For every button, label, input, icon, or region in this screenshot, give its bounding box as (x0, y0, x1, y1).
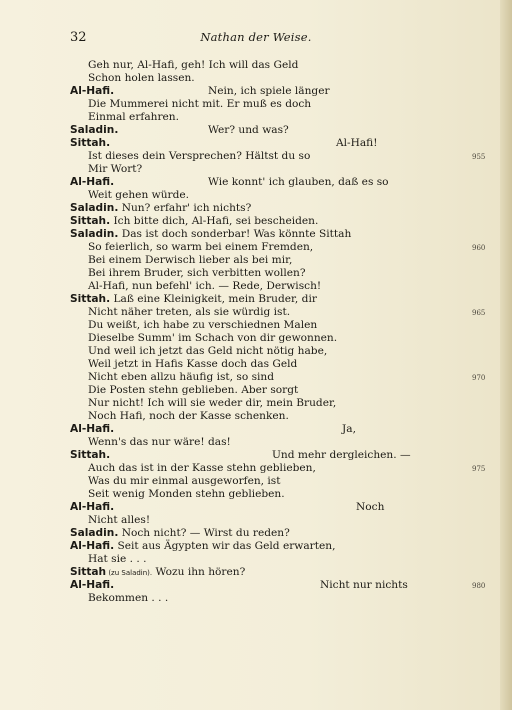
verse-text: Al-Hafi, nun befehl' ich. — Rede, Derwisch! (88, 280, 322, 292)
verse-text: Seit wenig Monden stehn geblieben. (88, 488, 285, 500)
speaker-name: Saladin. (70, 124, 119, 136)
verse-text: Und weil ich jetzt das Geld nicht nötig habe, (88, 345, 328, 357)
verse-text: Bekommen . . . (88, 592, 169, 604)
verse-line (70, 410, 435, 423)
page-number: 32 (70, 30, 87, 45)
stage-direction: (zu Saladin). (106, 569, 153, 577)
speaker-line (70, 124, 435, 137)
speech-text: Das ist doch sonderbar! Was könnte Sittah (118, 228, 352, 240)
speaker-name: Al-Hafi. (70, 85, 115, 97)
verse-line (70, 163, 435, 176)
speaker-line (70, 85, 435, 98)
verse-text: Mir Wort? (88, 163, 143, 175)
verse-line (70, 514, 435, 527)
speaker-line (70, 137, 435, 150)
verse-text: Die Mummerei nicht mit. Er muß es doch (88, 98, 312, 110)
speech-text: Al-Hafi! (336, 137, 378, 149)
verse-text: So feierlich, so warm bei einem Fremden, (88, 241, 314, 253)
speech-text: Noch (356, 501, 385, 513)
verse-line (70, 98, 435, 111)
speaker-name: Sittah. (70, 293, 111, 305)
speaker-name: Saladin. (70, 228, 119, 240)
speech-text: Wozu ihn hören? (152, 566, 246, 578)
verse-line (70, 345, 435, 358)
verse-line (70, 358, 435, 371)
speech-text: Seit aus Ägypten wir das Geld erwarten, (114, 540, 336, 552)
speech-text: Nein, ich spiele länger (208, 85, 330, 97)
verse-text: Hat sie . . . (88, 553, 147, 565)
speech-text: Nun? erfahr' ich nichts? (118, 202, 252, 214)
verse-text: Wenn's das nur wäre! das! (88, 436, 231, 448)
verse-line (70, 319, 435, 332)
verse-text: Schon holen lassen. (88, 72, 195, 84)
verse-line (70, 72, 435, 85)
verse-line (70, 553, 435, 566)
verse-line (70, 267, 435, 280)
verse-line (70, 475, 435, 488)
speaker-line (70, 540, 435, 553)
speaker-line (70, 501, 435, 514)
speech-text: Wie konnt' ich glauben, daß es so (208, 176, 389, 188)
verse-line (70, 436, 435, 449)
speaker-name: Sittah (70, 566, 107, 578)
running-title: Nathan der Weise. (200, 30, 312, 44)
verse-text: Du weißt, ich habe zu verschiednen Malen (88, 319, 318, 331)
line-number: 960 (472, 244, 486, 252)
verse-line (70, 462, 486, 475)
verse-text: Nicht eben allzu häufig ist, so sind (88, 371, 275, 383)
verse-text: Geh nur, Al-Hafi, geh! Ich will das Geld (88, 59, 299, 71)
verse-line (70, 280, 435, 293)
dialogue-text (70, 59, 486, 605)
speaker-name: Saladin. (70, 202, 119, 214)
verse-line (70, 150, 486, 163)
speaker-name: Saladin. (70, 527, 119, 539)
line-number: 965 (472, 309, 486, 317)
speaker-line (70, 449, 435, 462)
verse-line (70, 59, 435, 72)
verse-text: Nicht näher treten, als sie würdig ist. (88, 306, 291, 318)
verse-text: Nur nicht! Ich will sie weder dir, mein Bruder, (88, 397, 337, 409)
verse-text: Nicht alles! (88, 514, 151, 526)
verse-line (70, 488, 435, 501)
verse-line (70, 332, 435, 345)
speaker-line (70, 215, 435, 228)
speech-text: Und mehr dergleichen. — (272, 449, 411, 461)
verse-line (70, 189, 435, 202)
speaker-line (70, 579, 486, 592)
verse-text: Weit gehen würde. (88, 189, 190, 201)
page-header (70, 30, 442, 48)
speech-text: Noch nicht? — Wirst du reden? (118, 527, 290, 539)
speaker-line (70, 176, 435, 189)
speaker-name: Sittah. (70, 215, 111, 227)
verse-text: Bei einem Derwisch lieber als bei mir, (88, 254, 293, 266)
verse-line (70, 254, 435, 267)
speech-text: Ich bitte dich, Al-Hafi, sei bescheiden. (110, 215, 319, 227)
speech-text: Wer? und was? (208, 124, 289, 136)
speech-text: Ja, (342, 423, 356, 435)
speaker-line (70, 228, 435, 241)
verse-line (70, 241, 486, 254)
speaker-line (70, 423, 435, 436)
speaker-line (70, 293, 435, 306)
verse-text: Dieselbe Summ' im Schach von dir gewonnen. (88, 332, 338, 344)
speech-text: Nicht nur nichts (320, 579, 408, 591)
speaker-name: Sittah. (70, 449, 111, 461)
speaker-line (70, 202, 435, 215)
verse-text: Was du mir einmal ausgeworfen, ist (88, 475, 281, 487)
verse-text: Bei ihrem Bruder, sich verbitten wollen? (88, 267, 306, 279)
speaker-line (70, 527, 435, 540)
speaker-name: Al-Hafi. (70, 540, 115, 552)
verse-line (70, 306, 486, 319)
speech-text: Laß eine Kleinigkeit, mein Bruder, dir (110, 293, 317, 305)
speaker-name: Al-Hafi. (70, 423, 115, 435)
verse-text: Weil jetzt in Hafis Kasse doch das Geld (88, 358, 298, 370)
verse-text: Einmal erfahren. (88, 111, 179, 123)
speaker-name: Al-Hafi. (70, 501, 115, 513)
speaker-name: Al-Hafi. (70, 176, 115, 188)
verse-text: Ist dieses dein Versprechen? Hältst du so (88, 150, 311, 162)
verse-line (70, 397, 435, 410)
speaker-name: Al-Hafi. (70, 579, 115, 591)
verse-line (70, 111, 435, 124)
verse-line (70, 384, 435, 397)
speaker-name: Sittah. (70, 137, 111, 149)
verse-line (70, 592, 435, 605)
line-number: 970 (472, 374, 486, 382)
line-number: 955 (472, 153, 486, 161)
verse-line (70, 371, 486, 384)
page-edge (500, 0, 512, 710)
verse-text: Auch das ist in der Kasse stehn geblieben, (88, 462, 316, 474)
line-number: 975 (472, 465, 486, 473)
verse-text: Die Posten stehn geblieben. Aber sorgt (88, 384, 299, 396)
speaker-line (70, 566, 435, 579)
verse-text: Noch Hafi, noch der Kasse schenken. (88, 410, 289, 422)
line-number: 980 (472, 582, 486, 590)
